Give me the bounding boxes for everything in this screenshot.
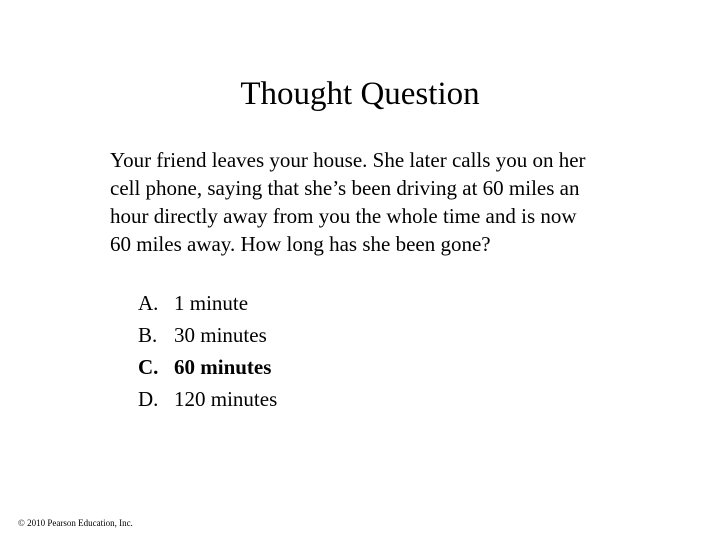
question-line: hour directly away from you the whole time and is now (110, 204, 577, 228)
choice-c (138, 351, 277, 383)
choice-text: 1 minute (174, 291, 249, 315)
choice-a (138, 287, 277, 319)
choice-letter: A. (138, 291, 159, 315)
question-line: 60 miles away. How long has she been gone? (110, 232, 491, 256)
question-line: Your friend leaves your house. She later calls you on her (110, 148, 586, 172)
choice-b (138, 319, 277, 351)
choice-text: 60 minutes (174, 355, 272, 379)
choice-text: 30 minutes (174, 323, 267, 347)
copyright-notice: © 2010 Pearson Education, Inc. (18, 518, 133, 528)
answer-choices (138, 287, 277, 415)
choice-text: 120 minutes (174, 387, 278, 411)
question-line: cell phone, saying that she’s been driving at 60 miles an (110, 176, 580, 200)
choice-letter: D. (138, 387, 159, 411)
choice-d (138, 383, 277, 415)
choice-letter: B. (138, 323, 158, 347)
question-text (110, 146, 670, 258)
slide-title: Thought Question (240, 76, 480, 112)
choice-letter: C. (138, 355, 159, 379)
